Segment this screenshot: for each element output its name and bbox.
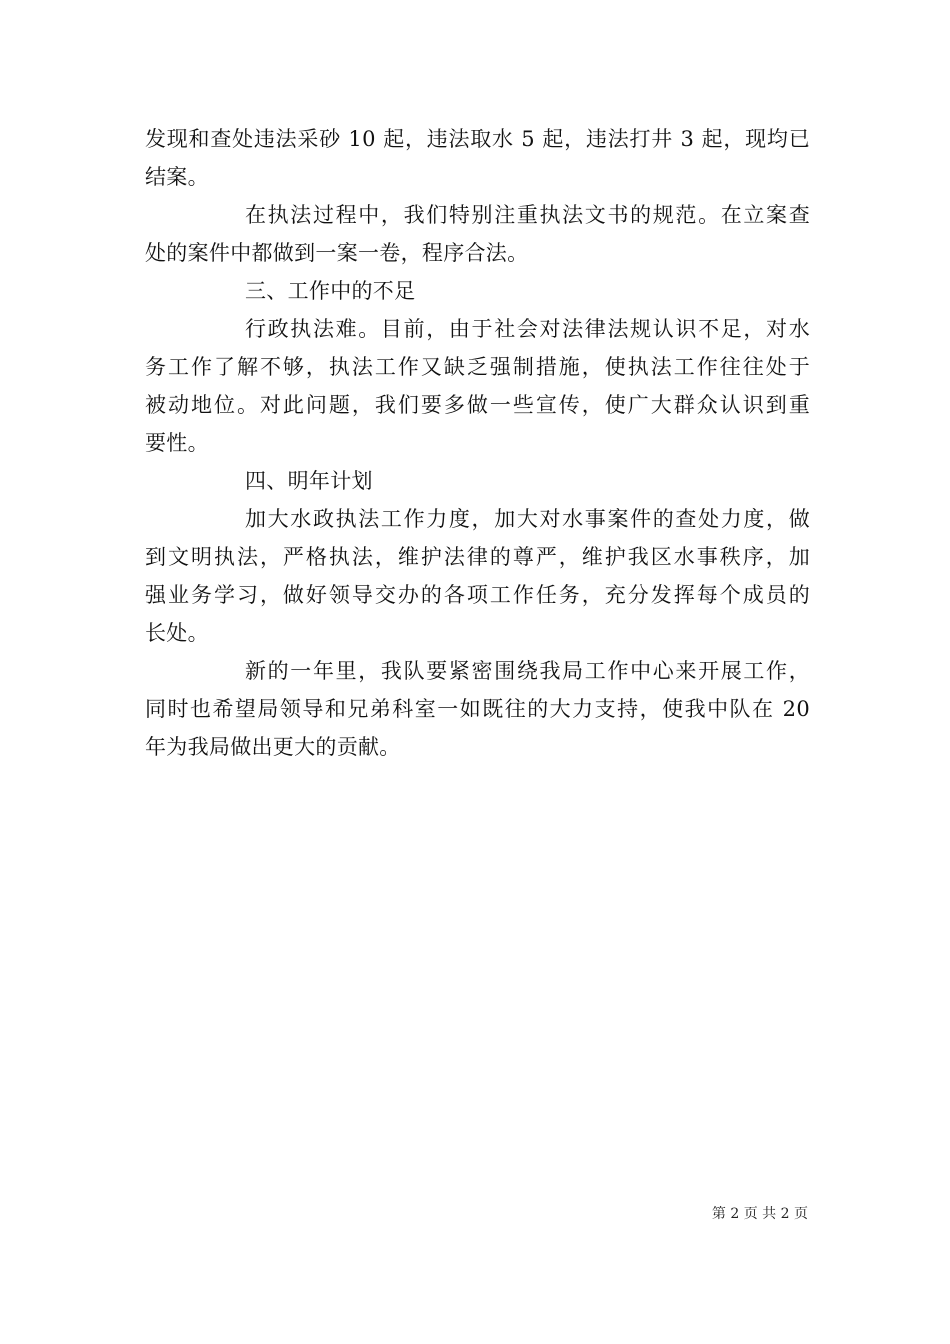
paragraph-line: 被动地位。对此问题，我们要多做一些宣传，使广大群众认识到重 [145, 393, 810, 417]
paragraph-line: 到文明执法，严格执法，维护法律的尊严，维护我区水事秩序，加 [145, 545, 810, 569]
section-heading-shortcomings: 三、工作中的不足 [245, 279, 416, 303]
document-body [145, 120, 810, 766]
paragraph-line: 在执法过程中，我们特别注重执法文书的规范。在立案查 [245, 203, 810, 227]
paragraph-line: 务工作了解不够，执法工作又缺乏强制措施，使执法工作往往处于 [145, 355, 810, 379]
paragraph-line: 长处。 [145, 621, 209, 645]
paragraph-line: 同时也希望局领导和兄弟科室一如既往的大力支持，使我中队在 20 [145, 697, 810, 721]
section-heading-next-year-plan: 四、明年计划 [245, 469, 373, 493]
paragraph-line: 新的一年里，我队要紧密围绕我局工作中心来开展工作， [245, 659, 810, 683]
page-number-footer: 第 2 页 共 2 页 [711, 1206, 808, 1222]
paragraph-line: 结案。 [145, 165, 209, 189]
paragraph-line: 行政执法难。目前，由于社会对法律法规认识不足，对水 [245, 317, 810, 341]
paragraph-line: 处的案件中都做到一案一卷，程序合法。 [145, 241, 529, 265]
paragraph-line: 年为我局做出更大的贡献。 [145, 735, 401, 759]
paragraph-line: 强业务学习，做好领导交办的各项工作任务，充分发挥每个成员的 [145, 583, 810, 607]
paragraph-line: 发现和查处违法采砂 10 起，违法取水 5 起，违法打井 3 起，现均已 [145, 127, 810, 151]
paragraph-line: 加大水政执法工作力度，加大对水事案件的查处力度，做 [245, 507, 810, 531]
paragraph-line: 要性。 [145, 431, 209, 455]
